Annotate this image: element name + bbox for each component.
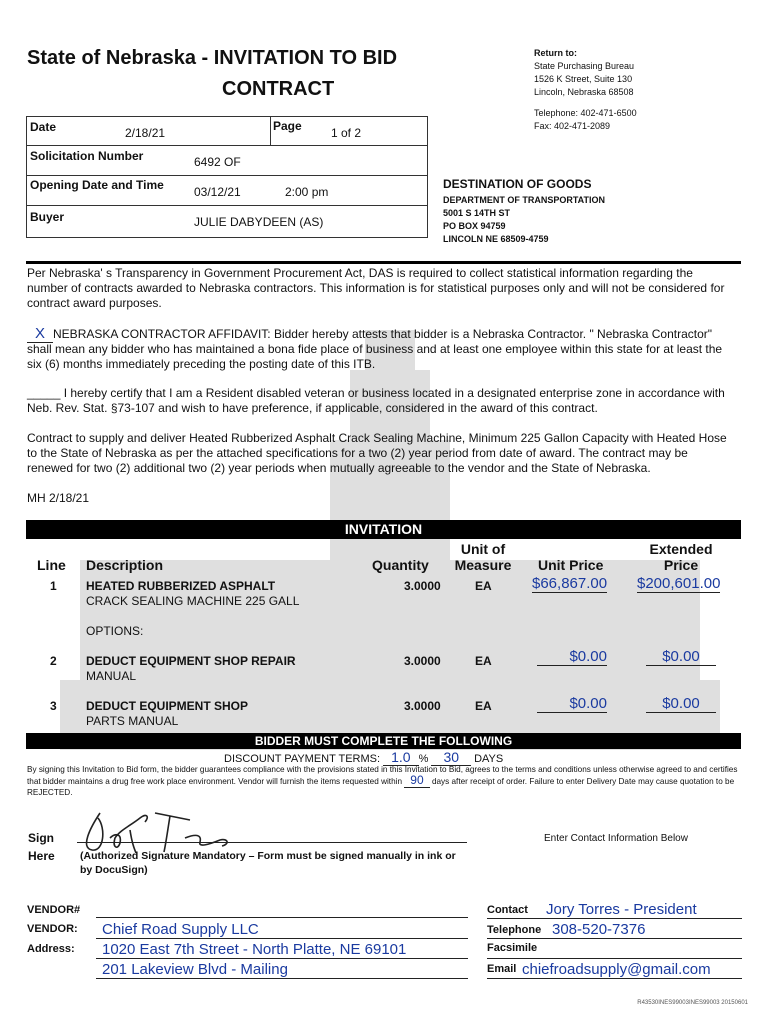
transparency-paragraph: Per Nebraska' s Transparency in Government Procurement Act, DAS is required to collect statistical information regarding the number of contracts awarded to Nebraska contractors. This information is for statistical purposes only and will not be considered for contract award purposes. — [27, 266, 725, 310]
date-label: Date — [30, 120, 57, 134]
row-line: 3 — [50, 699, 57, 713]
divider — [26, 261, 741, 264]
col-uom-line1: Unit of — [460, 541, 506, 557]
veteran-text: I hereby certify that I am a Resident disabled veteran or business located in a designated enterprise zone in accordance with Neb. Rev. Stat. §73-107 and wish to have preference, if applicable, considered in the award of this contract. — [27, 386, 725, 415]
destination-line: 5001 S 14TH ST — [443, 208, 511, 218]
col-ext-line1: Extended — [649, 541, 713, 557]
row-uom: EA — [475, 699, 492, 713]
header-info-box — [26, 116, 428, 238]
facsimile-label: Facsimile — [487, 942, 538, 954]
row-desc: HEATED RUBBERIZED ASPHALT — [86, 579, 276, 593]
days-label: DAYS — [474, 753, 504, 765]
options-label: OPTIONS: — [86, 624, 144, 638]
row-unit-price[interactable]: $66,867.00 — [532, 575, 608, 592]
title-line-1: State of Nebraska - INVITATION TO BID — [27, 47, 398, 69]
col-quantity: Quantity — [372, 557, 429, 573]
buyer-label: Buyer — [30, 210, 65, 224]
row-qty: 3.0000 — [404, 699, 441, 713]
row-uom: EA — [475, 579, 492, 593]
row-line: 2 — [50, 654, 57, 668]
telephone-value[interactable]: 308-520-7376 — [552, 921, 646, 938]
affidavit-text: NEBRASKA CONTRACTOR AFFIDAVIT: Bidder hereby attests that bidder is a Nebraska Contractor. " Nebraska Contractor" shall mean any bidder who has maintained a bona fide place of business and at least one employee within this state for at least the six (6) months immediately preceding the posting date of this ITB. — [27, 327, 723, 371]
opening-date: 03/12/21 — [194, 185, 241, 199]
vendor-number-label: VENDOR# — [27, 904, 81, 916]
row-unit-price[interactable]: $0.00 — [537, 695, 607, 713]
fax: Fax: 402-471-2089 — [534, 121, 611, 131]
terms-text-1: By signing this Invitation to Bid form, the bidder guarantees compliance with the provisions stated in this Invitation to Bid, agrees to the terms and conditions unless otherwise agreed to and certifies that bidder maintains a drug free work place environment. Vendor will furnish the items requested within — [27, 765, 738, 786]
destination-block — [443, 177, 605, 246]
col-uom — [450, 541, 516, 573]
vendor-number-line[interactable] — [96, 917, 468, 918]
veteran-paragraph — [27, 386, 732, 416]
telephone-rule — [487, 938, 742, 939]
row-line: 1 — [50, 579, 57, 593]
contact-label: Contact — [487, 904, 528, 916]
address-label: Address: — [27, 943, 75, 955]
col-description: Description — [86, 557, 164, 573]
col-uom-line2: Measure — [454, 557, 512, 573]
telephone-label: Telephone — [487, 924, 542, 936]
percent-sign: % — [418, 753, 429, 765]
destination-line: PO BOX 94759 — [443, 221, 506, 231]
destination-line: LINCOLN NE 68509-4759 — [443, 234, 549, 244]
contact-value[interactable]: Jory Torres - President — [546, 901, 697, 918]
email-value[interactable]: chiefroadsupply@gmail.com — [522, 961, 711, 978]
row-unit-price[interactable]: $0.00 — [537, 648, 607, 666]
row-desc-sub: CRACK SEALING MACHINE 225 GALL — [86, 594, 300, 608]
signature-line — [77, 842, 467, 843]
row-ext-price[interactable]: $0.00 — [646, 695, 716, 713]
solicitation-label: Solicitation Number — [30, 149, 144, 163]
solicitation-value: 6492 OF — [194, 155, 241, 169]
facsimile-rule[interactable] — [487, 958, 742, 959]
address-line-1-rule — [96, 958, 468, 959]
opening-label: Opening Date and Time — [30, 178, 164, 192]
signature-note: (Authorized Signature Mandatory – Form must be signed manually in ink or by DocuSign) — [80, 850, 456, 876]
vendor-line — [96, 938, 468, 939]
row-qty: 3.0000 — [404, 579, 441, 593]
veteran-blank[interactable]: _____ — [27, 386, 61, 400]
affidavit-mark[interactable]: X — [27, 325, 53, 343]
terms-text-2: days after receipt of order. Failure to enter Delivery Date may cause quotation to be REJECTED. — [27, 777, 735, 797]
discount-days[interactable]: 30 — [431, 749, 471, 766]
sign-label: Sign — [28, 831, 54, 845]
contract-paragraph: Contract to supply and deliver Heated Rubberized Asphalt Crack Sealing Machine, Minimum 225 Gallon Capacity with Heated Hose to the State of Nebraska as per the attached specifications for a two (2) year period from date of award. The contract may be renewed for two (2) additional two (2) year periods when mutually agreeable to the vendor and the State of Nebraska. — [27, 431, 727, 475]
col-extended-price — [638, 541, 724, 573]
invitation-bar: INVITATION — [26, 520, 741, 539]
contact-rule — [487, 918, 742, 919]
bidder-bar: BIDDER MUST COMPLETE THE FOLLOWING — [26, 733, 741, 749]
email-rule — [487, 978, 742, 979]
row-desc-sub: MANUAL — [86, 669, 137, 683]
buyer-value: JULIE DABYDEEN (AS) — [194, 215, 324, 229]
terms-paragraph — [27, 764, 743, 798]
contact-note: Enter Contact Information Below — [544, 833, 688, 844]
row-desc: DEDUCT EQUIPMENT SHOP REPAIR — [86, 654, 296, 668]
address-line-1[interactable]: 1020 East 7th Street - North Platte, NE 69101 — [102, 941, 407, 958]
return-to-block — [534, 47, 637, 133]
row-ext-price[interactable]: $0.00 — [646, 648, 716, 666]
title-line-2: CONTRACT — [222, 78, 335, 100]
delivery-days[interactable]: 90 — [404, 773, 429, 788]
return-to-line: 1526 K Street, Suite 130 — [534, 74, 633, 84]
destination-line: DEPARTMENT OF TRANSPORTATION — [443, 195, 605, 205]
vendor-label: VENDOR: — [27, 923, 78, 935]
return-to-label: Return to: — [534, 48, 577, 58]
page-label: Page — [273, 119, 302, 133]
return-to-line: Lincoln, Nebraska 68508 — [534, 87, 634, 97]
row-desc: DEDUCT EQUIPMENT SHOP — [86, 699, 249, 713]
footer-code: R43530INES99003INES99003 20150601 — [637, 1000, 748, 1006]
vendor-name[interactable]: Chief Road Supply LLC — [102, 921, 259, 938]
row-qty: 3.0000 — [404, 654, 441, 668]
telephone: Telephone: 402-471-6500 — [534, 108, 637, 118]
col-unit-price: Unit Price — [538, 557, 604, 573]
row-uom: EA — [475, 654, 492, 668]
address-line-2-rule — [96, 978, 468, 979]
here-label: Here — [28, 849, 55, 863]
destination-heading: DESTINATION OF GOODS — [443, 177, 592, 191]
date-value: 2/18/21 — [125, 126, 166, 140]
return-to-line: State Purchasing Bureau — [534, 61, 635, 71]
discount-percent[interactable]: 1.0 — [383, 749, 418, 766]
initials: MH 2/18/21 — [27, 491, 90, 505]
discount-label: DISCOUNT PAYMENT TERMS: — [224, 753, 381, 765]
affidavit-paragraph — [27, 326, 732, 372]
opening-time: 2:00 pm — [285, 185, 329, 199]
row-ext-price[interactable]: $200,601.00 — [637, 575, 721, 592]
discount-terms — [224, 749, 503, 765]
col-line: Line — [37, 557, 66, 573]
col-ext-line2: Price — [663, 557, 699, 573]
address-line-2[interactable]: 201 Lakeview Blvd - Mailing — [102, 961, 288, 978]
email-label: Email — [487, 963, 517, 975]
page-value: 1 of 2 — [331, 126, 362, 140]
row-desc-sub: PARTS MANUAL — [86, 714, 179, 728]
